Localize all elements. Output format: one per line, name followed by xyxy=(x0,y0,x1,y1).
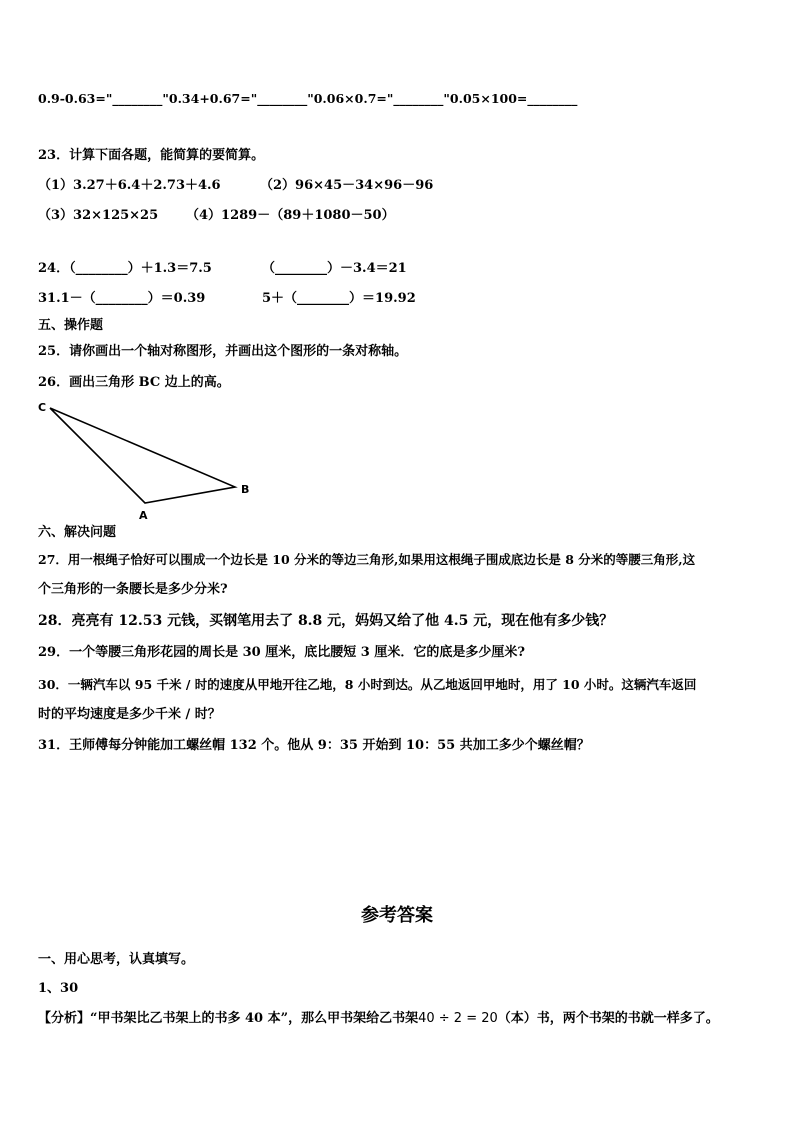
q23-prompt: 23．计算下面各题，能简算的要简算。 xyxy=(38,148,265,163)
q29-text: 29．一个等腰三角形花园的周长是 30 厘米，底比腰短 3 厘米．它的底是多少厘米? xyxy=(38,645,525,660)
q24-d: 5＋（________）＝19.92 xyxy=(262,291,416,306)
q30-line1: 30．一辆汽车以 95 千米 / 时的速度从甲地开往乙地，8 小时到达。从乙地返回甲地时，用了 10 小时。这辆汽车返回 xyxy=(38,677,697,692)
q28-text: 28．亮亮有 12.53 元钱，买钢笔用去了 8.8 元，妈妈又给了他 4.5 元，现在他有多少钱？ xyxy=(38,613,614,629)
q25-text: 25．请你画出一个轴对称图形，并画出这个图形的一条对称轴。 xyxy=(38,344,408,359)
q23-part1: （1）3.27＋6.4＋2.73＋4.6 xyxy=(38,178,221,193)
q26-text: 26．画出三角形 BC 边上的高。 xyxy=(38,375,230,390)
triangle-edges xyxy=(50,408,235,503)
section6-heading: 六、解决问题 xyxy=(38,525,117,540)
triangle-label-b: B xyxy=(241,483,250,496)
answers-section1: 一、用心思考，认真填写。 xyxy=(38,952,195,967)
q31-text: 31．王师傅每分钟能加工螺丝帽 132 个。他从 9：35 开始到 10：55 共加工多少个螺丝帽？ xyxy=(38,738,590,753)
q24-b: （________）－3.4＝21 xyxy=(262,261,407,276)
section5-heading: 五、操作题 xyxy=(38,318,104,333)
answer-1-analysis xyxy=(38,1011,719,1027)
q30-line2: 时的平均速度是多少千米 / 时？ xyxy=(38,707,221,722)
q27-line2: 个三角形的一条腰长是多少分米? xyxy=(38,582,228,597)
q23-part4: （4）1289－（89＋1080－50） xyxy=(186,208,395,223)
triangle-label-a: A xyxy=(139,509,148,522)
q24-c: 31.1－（________）＝0.39 xyxy=(38,291,206,306)
answer-1-analysis-part1: 【分析】“甲书架比乙书架上的书多 40 本”，那么甲书架给乙书架 xyxy=(38,1011,419,1026)
q23-part2: （2）96×45－34×96－96 xyxy=(260,178,434,193)
answer-1-analysis-part2: （本）书，两个书架的书就一样多了。 xyxy=(497,1011,719,1026)
triangle-label-c: C xyxy=(38,401,47,414)
calc-line: 0.9-0.63="________"0.34+0.67="________"0.06×0.7="________"0.05×100=________ xyxy=(38,91,578,106)
triangle-figure xyxy=(30,395,260,525)
answer-1-label: 1、30 xyxy=(38,981,79,996)
q23-part3: （3）32×125×25 xyxy=(38,208,159,223)
q27-line1: 27．用一根绳子恰好可以围成一个边长是 10 分米的等边三角形,如果用这根绳子围成底边长是 8 分米的等腰三角形,这 xyxy=(38,552,696,567)
answers-title: 参考答案 xyxy=(361,905,433,926)
q24-a: 24．（________）＋1.3＝7.5 xyxy=(38,261,212,276)
answer-1-math: 40 ÷ 2 = 20 xyxy=(418,1011,498,1026)
